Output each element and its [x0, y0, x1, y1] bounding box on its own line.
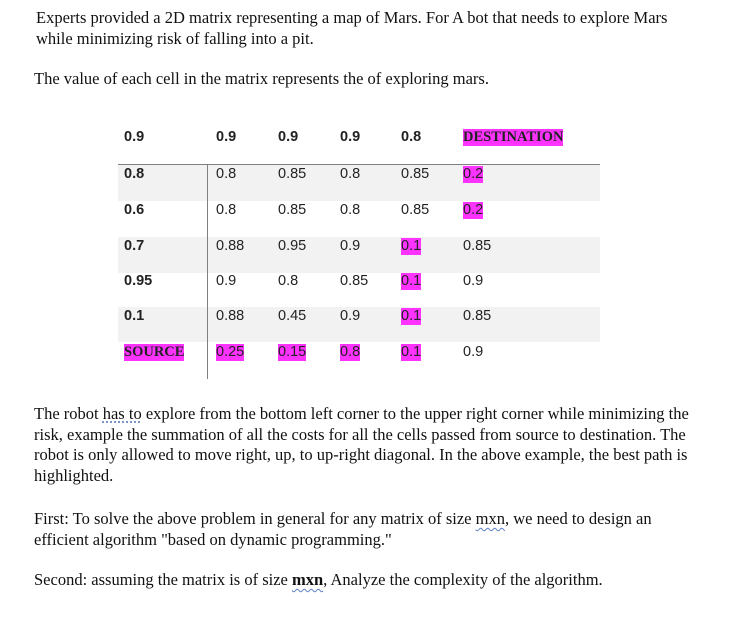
intro-paragraph: Experts provided a 2D matrix representing a map of Mars. For A bot that needs to explore Mars while minimizing risk of falling into a pit. [36, 8, 668, 48]
matrix-cell: 0.9 [278, 129, 299, 145]
matrix-cell: 0.9 [124, 129, 145, 145]
matrix-cell: 0.9 [340, 129, 361, 145]
matrix-cell: 0.1 [401, 344, 422, 360]
spelling-mark: mxn [475, 509, 505, 528]
matrix-cell: 0.8 [124, 166, 145, 182]
matrix-cell: 0.8 [278, 273, 299, 289]
matrix-cell: 0.2 [463, 166, 484, 182]
source-label: SOURCE [124, 344, 185, 360]
header-rule [118, 164, 600, 165]
matrix-cell: 0.85 [278, 202, 307, 218]
matrix-cell: 0.8 [216, 166, 237, 182]
column-rule [207, 165, 208, 379]
matrix-cell: 0.9 [463, 273, 484, 289]
spelling-mark: mxn [292, 570, 324, 589]
first-question-paragraph: First: To solve the above problem in general for any matrix of size mxn, we need to design an efficient algorithm "based on dynamic programming." [34, 509, 652, 549]
matrix-cell: 0.85 [401, 202, 430, 218]
matrix-cell: 0.1 [401, 238, 422, 254]
matrix-cell: 0.8 [340, 166, 361, 182]
matrix-cell: 0.45 [278, 308, 307, 324]
matrix-cell: 0.9 [216, 273, 237, 289]
matrix-cell: 0.88 [216, 238, 245, 254]
matrix-cell: 0.9 [216, 129, 237, 145]
matrix-cell: 0.88 [216, 308, 245, 324]
matrix-cell: 0.1 [124, 308, 145, 324]
robot-paragraph: The robot has to explore from the bottom left corner to the upper right corner while minimizing the risk, example the summation of all the costs for all the cells passed from source to destination. The robot is only allowed to move right, up, to up-right diagonal. In the above example, the best path is highlighted. [34, 404, 689, 485]
grammar-mark: has to [102, 404, 142, 423]
matrix-cell: 0.8 [216, 202, 237, 218]
second-question-paragraph: Second: assuming the matrix is of size mxn, Analyze the complexity of the algorithm. [34, 570, 603, 589]
matrix-cell: 0.85 [463, 308, 492, 324]
matrix-cell: 0.85 [340, 273, 369, 289]
matrix-cell: 0.85 [401, 166, 430, 182]
matrix-cell: 0.8 [401, 129, 422, 145]
matrix-cell: 0.8 [340, 344, 361, 360]
matrix-cell: 0.2 [463, 202, 484, 218]
matrix-cell: 0.95 [124, 273, 153, 289]
matrix-cell: 0.9 [340, 238, 361, 254]
matrix-cell: 0.85 [463, 238, 492, 254]
matrix-cell: 0.15 [278, 344, 307, 360]
destination-label: DESTINATION [463, 129, 564, 145]
matrix-cell: 0.7 [124, 238, 145, 254]
matrix-cell: 0.85 [278, 166, 307, 182]
matrix-cell: 0.9 [340, 308, 361, 324]
matrix-cell: 0.1 [401, 273, 422, 289]
matrix-cell: 0.8 [340, 202, 361, 218]
matrix-cell: 0.95 [278, 238, 307, 254]
matrix-cell: 0.1 [401, 308, 422, 324]
matrix-cell: 0.6 [124, 202, 145, 218]
matrix-cell: 0.25 [216, 344, 245, 360]
matrix-cell: 0.9 [463, 344, 484, 360]
value-note-paragraph: The value of each cell in the matrix represents the of exploring mars. [34, 69, 489, 88]
